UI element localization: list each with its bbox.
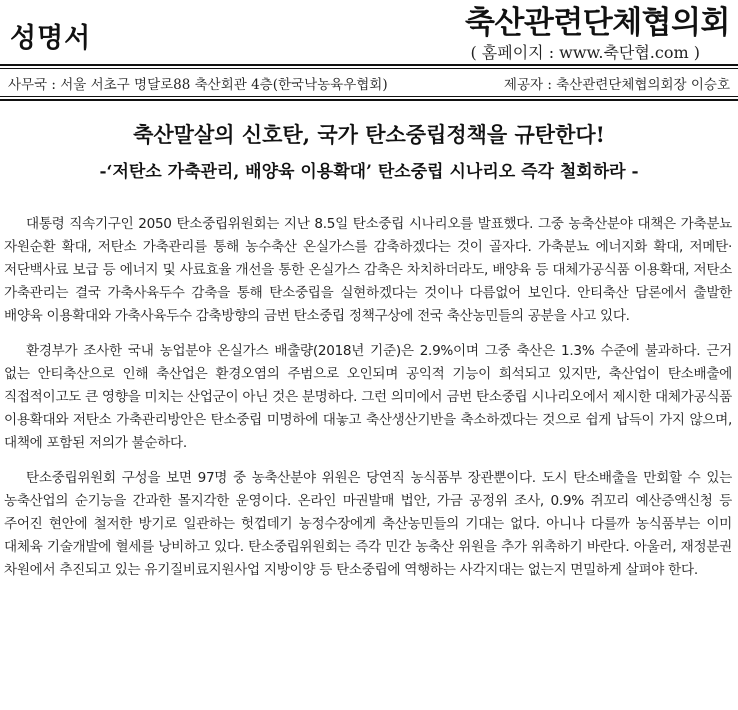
document-type: 성명서 — [10, 23, 92, 54]
paragraph: 탄소중립위원회 구성을 보면 97명 중 농축산분야 위원은 당연직 농식품부 장관뿐이다. 도시 탄소배출을 만회할 수 있는 농축산업의 순기능을 간과한 몰지각한 운영이다. 온라인 마권발매 법안, 가금 공정위 조사, 0.9% 쥐꼬리 예산증액신청 등 주어진 현안에 철저한 방기로 일관하는 헛껍데기 농정수장에게 축산농민들의 기대는 없다. 아니나 다를까 농식품부는 이미 대체육 기술개발에 혈세를 낭비하고 있다. 탄소중립위원회는 즉각 민간 농축산 위원을 추가 위촉하기 바란다. 아울러, 재정분권 차원에서 추진되고 있는 유기질비료지원사업 지방이양 등 탄소중립에 역행하는 사각지대는 없는지 면밀하게 살펴야 한다. — [4, 470, 732, 578]
paragraph: 대통령 직속기구인 2050 탄소중립위원회는 지난 8.5일 탄소중립 시나리오를 발표했다. 그중 농축산분야 대책은 가축분뇨 자원순환 확대, 저탄소 가축관리를 통해 농수축산 온실가스를 감축하겠다는 것이 골자다. 가축분뇨 에너지화 확대, 저메탄·저단백사료 보급 등 에너지 및 사료효율 개선을 통한 온실가스 감축은 차치하더라도, 배양육 등 대체가공식품 이용확대, 저탄소 가축관리는 결국 가축사육두수 감축을 통해 탄소중립을 실현하겠다는 것이나 다름없어 보인다. 안티축산 담론에서 출발한 배양육 이용확대와 가축사육두수 감축방향의 금번 탄소중립 정책구상에 전국 축산농민들의 공분을 사고 있다. — [4, 216, 732, 324]
contact-divider — [0, 99, 738, 101]
office-address: 사무국 : 서울 서초구 명달로88 축산회관 4층(한국낙농육우협회) — [8, 77, 388, 93]
statement-subtitle: -‘저탄소 가축관리, 배양육 이용확대’ 탄소중립 시나리오 즉각 철회하라 - — [99, 162, 639, 182]
paragraph: 환경부가 조사한 국내 농업분야 온실가스 배출량(2018년 기준)은 2.9%이며 그중 축산은 1.3% 수준에 불과하다. 근거 없는 안티축산으로 인해 축산업은 환경오염의 주범으로 오인되며 공익적 기능이 희석되고 있지만, 축산업이 탄소배출에 직접적이고도 큰 영향을 미치는 산업군이 아닌 것은 분명하다. 그런 의미에서 금번 탄소중립 시나리오에서 제시한 대체가공식품 이용확대와 저탄소 가축관리방안은 탄소중립 미명하에 대놓고 축산생산기반을 축소하겠다는 것으로 쉽게 납득이 가지 않으며, 대책에 포함된 저의가 불순하다. — [4, 343, 732, 451]
header-divider — [0, 64, 738, 66]
homepage-link[interactable]: ( 홈페이지 : www.축단협.com ) — [470, 43, 700, 62]
contact-divider-thin — [0, 96, 738, 97]
header-divider-thin — [0, 68, 738, 69]
contact-row — [8, 73, 730, 93]
organization-name: 축산관련단체협의회 — [464, 5, 730, 41]
statement-title: 축산말살의 신호탄, 국가 탄소중립정책을 규탄한다! — [133, 122, 605, 147]
statement-body — [4, 213, 732, 594]
provider-info: 제공자 : 축산관련단체협의회장 이승호 — [503, 77, 730, 93]
organization-header — [465, 4, 730, 63]
